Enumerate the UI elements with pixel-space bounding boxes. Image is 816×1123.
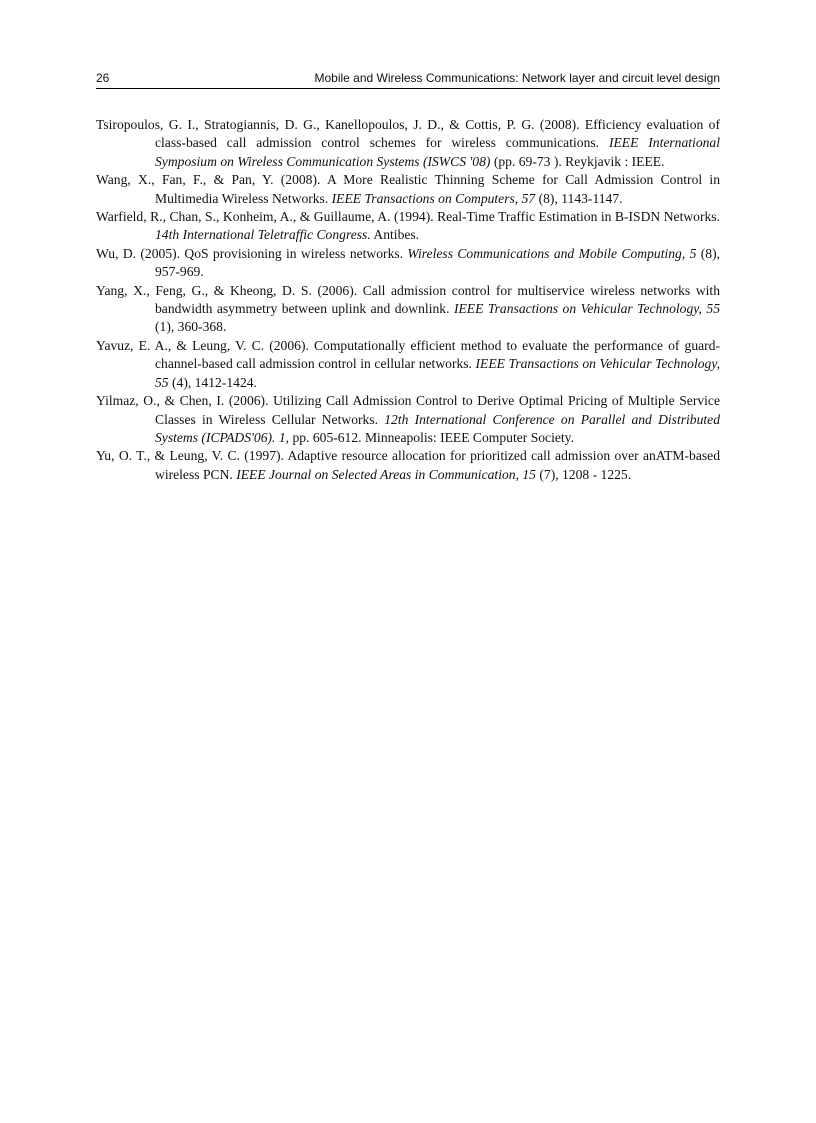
reference-details: (8), 1143-1147. bbox=[535, 190, 623, 206]
reference-details: Antibes. bbox=[370, 227, 420, 243]
reference-source: IEEE Transactions on Vehicular Technology, 55 bbox=[453, 301, 721, 317]
reference-details: , pp. 605-612. Minneapolis: IEEE Computer Society. bbox=[285, 429, 574, 445]
reference-text: Wang, X., Fan, F., & Pan, Y. (2008). A More Realistic Thinning Scheme for Call Admission Control in Multimedia Wireless Networks. bbox=[96, 172, 720, 206]
reference-source: 14th International Teletraffic Congress. bbox=[155, 227, 371, 243]
reference-details: (4), 1412-1424. bbox=[168, 374, 257, 390]
reference-entry bbox=[96, 245, 720, 282]
reference-source: IEEE International Symposium on Wireless Communication Systems (ISWCS '08) bbox=[155, 135, 720, 169]
reference-source: IEEE Journal on Selected Areas in Communication, 15 bbox=[236, 466, 536, 482]
reference-entry bbox=[96, 171, 720, 208]
reference-source: IEEE Transactions on Vehicular Technology, 55 bbox=[155, 356, 720, 390]
reference-text: Yang, X., Feng, G., & Kheong, D. S. (2006). Call admission control for multiservice wireless networks with bandwidth asymmetry between uplink and downlink. bbox=[96, 282, 720, 317]
reference-details: (7), 1208 - 1225. bbox=[535, 466, 632, 482]
page-number: 26 bbox=[96, 71, 110, 85]
reference-text: Yilmaz, O., & Chen, I. (2006). Utilizing Call Admission Control to Derive Optimal Pricing of Multiple Service Classes in Wireless Cellular Networks. bbox=[96, 393, 720, 427]
reference-text: Wu, D. (2005). QoS provisioning in wireless networks. bbox=[96, 245, 408, 261]
reference-text: Warfield, R., Chan, S., Konheim, A., & Guillaume, A. (1994). Real-Time Traffic Estimation in B-ISDN Networks. bbox=[96, 209, 720, 225]
reference-text: Yavuz, E. A., & Leung, V. C. (2006). Computationally efficient method to evaluate the performance of guard-channel-based call admission control in cellular networks. bbox=[96, 337, 720, 372]
reference-entry bbox=[96, 282, 720, 337]
reference-source: IEEE Transactions on Computers, 57 bbox=[331, 190, 536, 206]
reference-source: 12th International Conference on Parallel and Distributed Systems (ICPADS'06). 1 bbox=[155, 411, 720, 445]
reference-text: Yu, O. T., & Leung, V. C. (1997). Adaptive resource allocation for prioritized call admission over anATM-based wireless PCN. bbox=[96, 448, 720, 482]
reference-entry bbox=[96, 392, 720, 447]
reference-entry bbox=[96, 337, 720, 392]
reference-details: (pp. 69-73 ). Reykjavik : IEEE. bbox=[490, 153, 665, 169]
reference-list bbox=[96, 116, 720, 484]
reference-details: (1), 360-368. bbox=[155, 319, 227, 335]
running-title: Mobile and Wireless Communications: Network layer and circuit level design bbox=[314, 71, 720, 85]
reference-entry bbox=[96, 208, 720, 245]
reference-details: (8), 957-969. bbox=[155, 245, 721, 280]
page-header bbox=[96, 70, 720, 89]
reference-text: Tsiropoulos, G. I., Stratogiannis, D. G., Kanellopoulos, J. D., & Cottis, P. G. (2008). Efficiency evaluation of class-based call admission control schemes for wireless communications. bbox=[96, 117, 720, 151]
reference-entry bbox=[96, 116, 720, 171]
reference-source: Wireless Communications and Mobile Computing, 5 bbox=[407, 245, 697, 261]
reference-entry bbox=[96, 447, 720, 484]
